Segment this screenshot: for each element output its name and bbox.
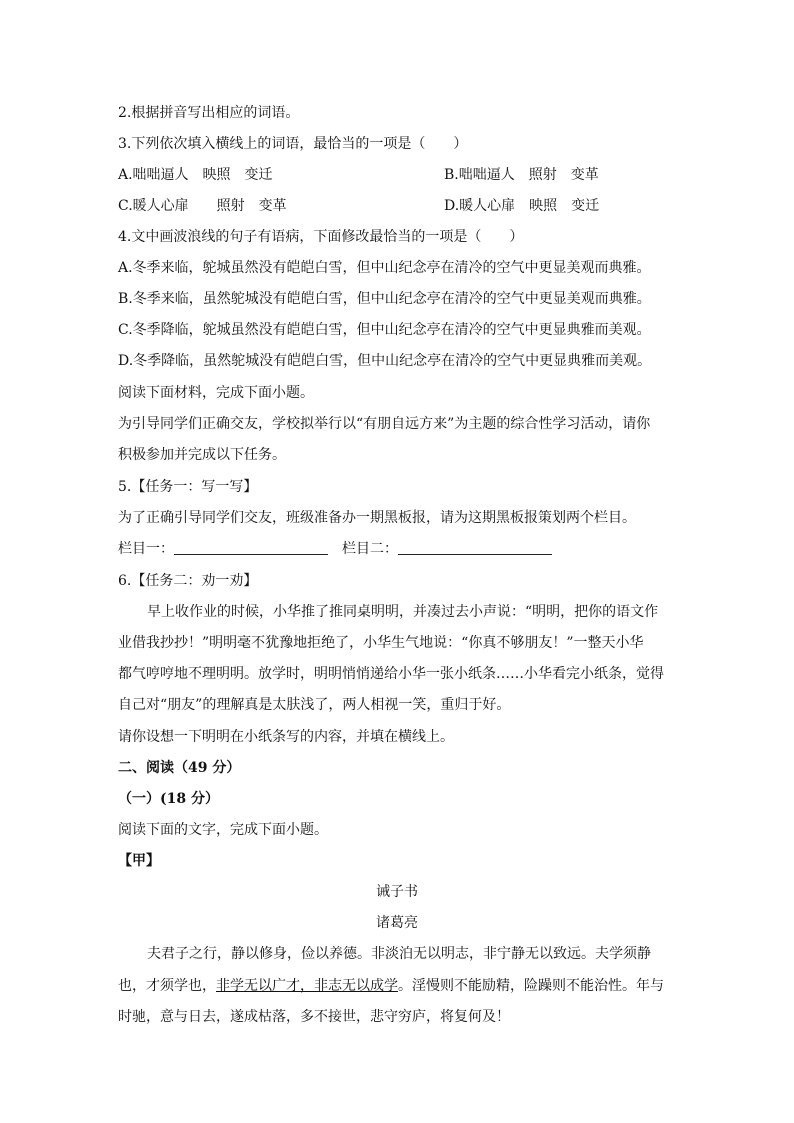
question-4-option-c: C.冬季降临，鸵城虽然没有皑皑白雪，但中山纪念亭在清冷的空气中更显典雅而美观。 xyxy=(118,322,651,338)
story-line-3: 都气哼哼地不理明明。放学时，明明悄悄递给小华一张小纸条……小华看完小纸条，觉得 xyxy=(118,666,664,682)
poem-line-2-start: 也，才须学也， xyxy=(118,978,216,994)
column-blanks xyxy=(118,539,552,559)
question-4-option-a: A.冬季来临，鸵城虽然没有皑皑白雪，但中山纪念亭在清冷的空气中更显美观而典雅。 xyxy=(118,260,651,276)
column-1-label: 栏目一： xyxy=(118,541,174,557)
task-2-title: 6.【任务二：劝一劝】 xyxy=(118,573,258,589)
question-4-option-b: B.冬季来临，虽然鸵城没有皑皑白雪，但中山纪念亭在清冷的空气中更显美观而典雅。 xyxy=(118,291,651,307)
activity-intro-line-2: 积极参加并完成以下任务。 xyxy=(118,447,286,463)
reading-instruction-2: 阅读下面的文字，完成下面小题。 xyxy=(118,822,328,838)
story-line-1: 早上收作业的时候，小华推了推同桌明明，并凑过去小声说：“明明，把你的语文作 xyxy=(147,604,659,620)
poem-line-3: 时驰，意与日去，遂成枯落，多不接世，悲守穷庐，将复何及！ xyxy=(118,1009,510,1025)
story-line-4: 自己对“朋友”的理解真是太肤浅了，两人相视一笑，重归于好。 xyxy=(118,697,511,713)
question-3-option-c: C.暖人心扉 照射 变革 xyxy=(118,198,287,214)
column-2-label: 栏目二： xyxy=(342,541,398,557)
poem-author: 诸葛亮 xyxy=(376,915,418,931)
task-1-text: 为了正确引导同学们交友，班级准备办一期黑板报，请为这期黑板报策划两个栏目。 xyxy=(118,510,636,526)
section-2-heading: 二、阅读（49 分） xyxy=(118,760,241,776)
question-2: 2.根据拼音写出相应的词语。 xyxy=(118,105,300,121)
poem-line-1: 夫君子之行，静以修身，俭以养德。非淡泊无以明志，非宁静无以致远。夫学须静 xyxy=(147,946,651,962)
poem-line-2-end: 。淫慢则不能励精，险躁则不能治性。年与 xyxy=(398,978,664,994)
task-1-title: 5.【任务一：写一写】 xyxy=(118,479,258,495)
question-4-stem: 4.文中画波浪线的句子有语病，下面修改最恰当的一项是（ ） xyxy=(118,229,524,245)
question-4-option-d: D.冬季降临，虽然鸵城没有皑皑白雪，但中山纪念亭在清冷的空气中更显典雅而美观。 xyxy=(118,353,652,369)
text-jia-label: 【甲】 xyxy=(118,853,160,869)
question-3-stem: 3.下列依次填入横线上的词语，最恰当的一项是（ ） xyxy=(118,136,468,152)
poem-title: 诫子书 xyxy=(376,884,418,900)
column-1-blank[interactable] xyxy=(174,540,328,555)
reading-instruction: 阅读下面材料，完成下面小题。 xyxy=(118,385,314,401)
task-2-question: 请你设想一下明明在小纸条写的内容，并填在横线上。 xyxy=(118,729,454,745)
column-2-blank[interactable] xyxy=(398,540,552,555)
question-3-option-b: B.咄咄逼人 照射 变革 xyxy=(444,167,599,183)
question-3-option-a: A.咄咄逼人 映照 变迁 xyxy=(118,167,273,183)
underlined-sentence: 非学无以广才，非志无以成学 xyxy=(216,978,398,994)
part-1-heading: （一）(18 分） xyxy=(118,791,219,807)
story-line-2: 业借我抄抄！”明明毫不犹豫地拒绝了，小华生气地说：“你真不够朋友！”一整天小华 xyxy=(118,635,644,651)
activity-intro-line-1: 为引导同学们正确交友，学校拟举行以“有朋自远方来”为主题的综合性学习活动，请你 xyxy=(118,416,651,432)
poem-line-2 xyxy=(118,976,664,996)
question-3-option-d: D.暖人心扉 映照 变迁 xyxy=(444,198,600,214)
